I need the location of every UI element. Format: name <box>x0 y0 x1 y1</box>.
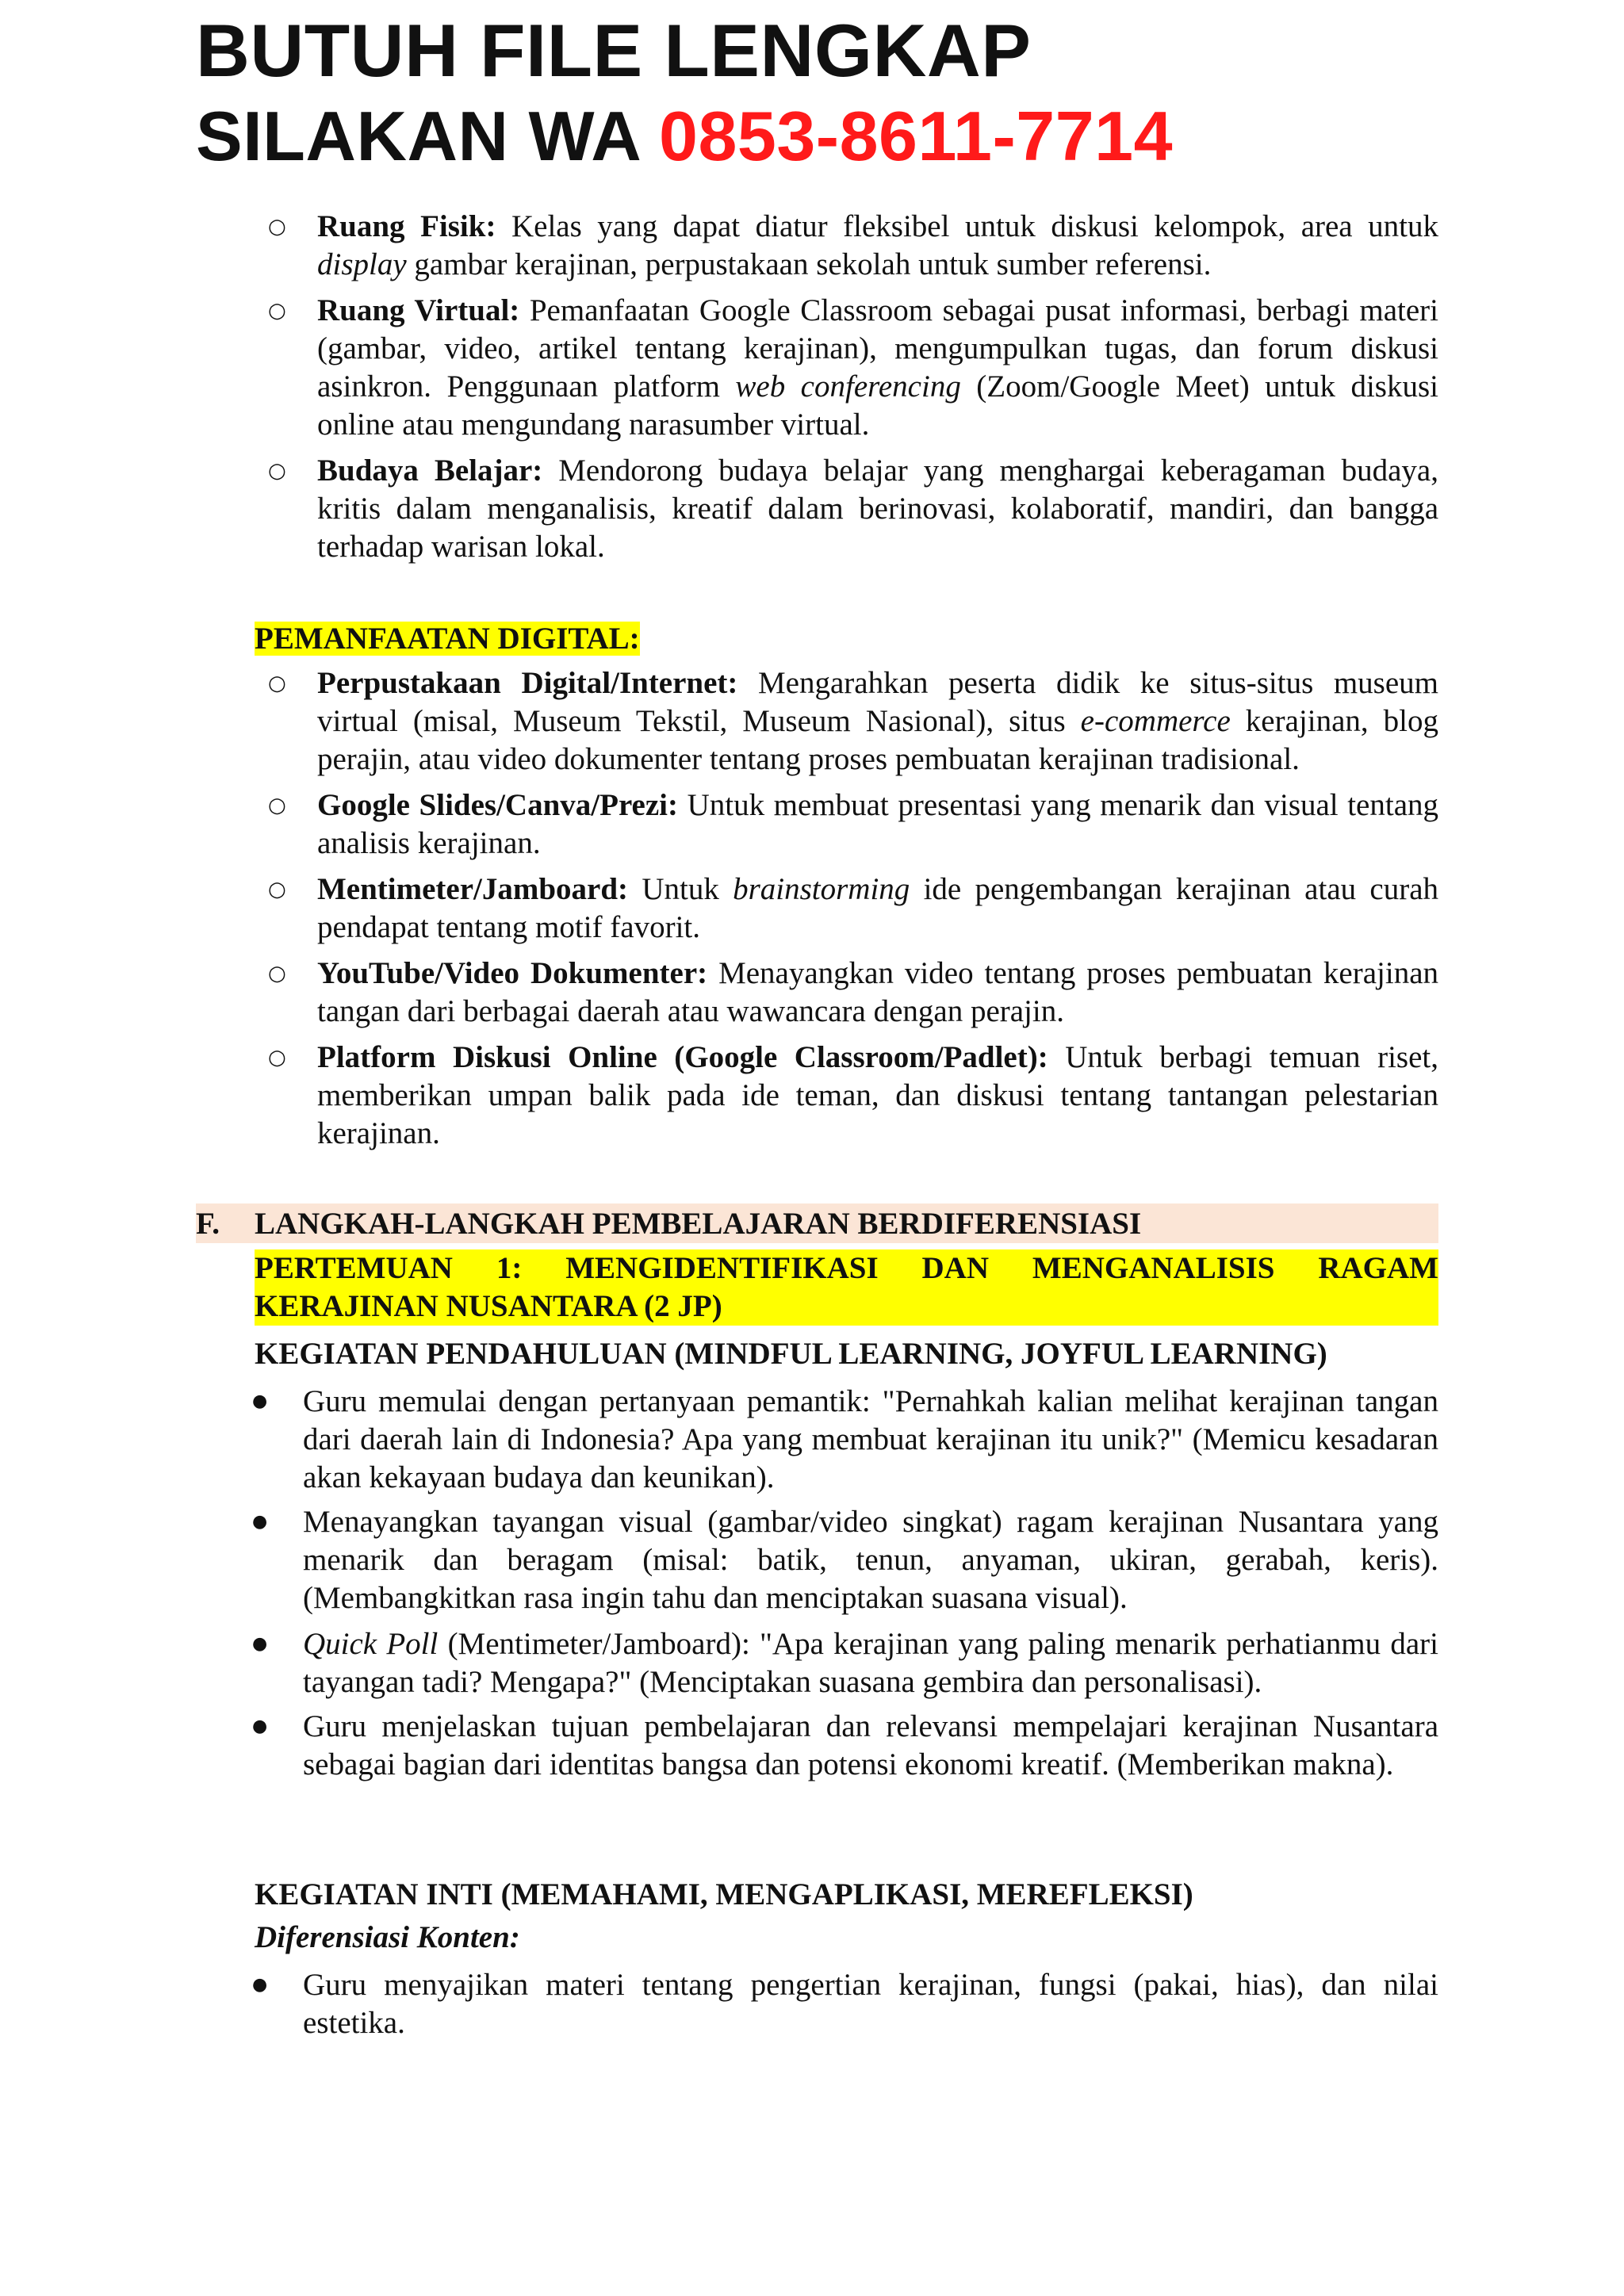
banner-prefix: SILAKAN WA <box>196 97 659 175</box>
list-item-ruang-fisik <box>317 208 1438 284</box>
list-item-youtube <box>317 955 1438 1031</box>
inti-heading: KEGIATAN INTI (MEMAHAMI, MENGAPLIKASI, MEREFLEKSI) <box>255 1877 1193 1911</box>
item-label: Perpustakaan Digital/Internet: <box>317 666 738 700</box>
item-label: Budaya Belajar: <box>317 453 543 488</box>
item-text: Menayangkan tayangan visual (gambar/video singkat) ragam kerajinan Nusantara yang menarik dan beragam (misal: batik, tenun, anyaman, ukiran, gerabah, keris). (Membangkitkan rasa ingin tahu dan menciptakan suasana visual). <box>303 1505 1438 1615</box>
hollow-bullet-icon: ○ <box>268 878 286 901</box>
hollow-bullet-icon: ○ <box>268 459 286 483</box>
digital-heading <box>255 620 640 658</box>
section-f-heading <box>196 1203 1438 1243</box>
item-text: Guru memulai dengan pertanyaan pemantik: "Pernahkah kalian melihat kerajinan tangan dari daerah lain di Indonesia? Apa yang membuat kerajinan itu unik?" (Memicu kesadaran akan kekayaan budaya dan keunikan). <box>303 1384 1438 1494</box>
item-label: Ruang Fisik: <box>317 209 496 243</box>
filled-bullet-icon: ● <box>252 1975 268 1995</box>
pendahuluan-heading: KEGIATAN PENDAHULUAN (MINDFUL LEARNING, JOYFUL LEARNING) <box>255 1337 1327 1371</box>
list-item-pendahuluan <box>303 1383 1438 1497</box>
list-item-mentimeter <box>317 871 1438 947</box>
list-item-google-slides <box>317 786 1438 863</box>
item-label: YouTube/Video Dokumenter: <box>317 956 708 990</box>
item-text: (Mentimeter/Jamboard): "Apa kerajinan yang paling menarik perhatianmu dari tayangan tadi? Mengapa?" (Menciptakan suasana gembira dan personalisasi). <box>303 1627 1438 1699</box>
banner-phone-number: 0853-8611-7714 <box>659 97 1174 175</box>
hollow-bullet-icon: ○ <box>268 794 286 817</box>
digital-heading-text: PEMANFAATAN DIGITAL: <box>255 622 640 656</box>
item-italic: brainstorming <box>733 872 910 906</box>
banner-line-2 <box>196 95 1173 178</box>
item-label: Mentimeter/Jamboard: <box>317 872 629 906</box>
item-label: Platform Diskusi Online (Google Classroom/Padlet): <box>317 1040 1048 1074</box>
item-italic: Quick Poll <box>303 1627 439 1661</box>
section-title: LANGKAH-LANGKAH PEMBELAJARAN BERDIFERENSIASI <box>255 1207 1142 1241</box>
section-letter: F. <box>196 1207 220 1241</box>
item-label: Google Slides/Canva/Prezi: <box>317 788 678 822</box>
item-text: Guru menyajikan materi tentang pengertian kerajinan, fungsi (pakai, hias), dan nilai estetika. <box>303 1968 1438 2040</box>
filled-bullet-icon: ● <box>252 1634 268 1654</box>
filled-bullet-icon: ● <box>252 1391 268 1411</box>
list-item-perpustakaan-digital <box>317 664 1438 779</box>
hollow-bullet-icon: ○ <box>268 215 286 239</box>
promo-banner <box>196 0 1173 178</box>
hollow-bullet-icon: ○ <box>268 299 286 323</box>
item-italic: e-commerce <box>1080 704 1231 738</box>
diferensiasi-konten-heading: Diferensiasi Konten: <box>255 1920 520 1954</box>
item-text: ide pengembangan kerajinan atau curah pendapat tentang motif favorit. <box>317 872 1439 944</box>
item-text: (Zoom/Google Meet) untuk diskusi online atau mengundang narasumber virtual. <box>317 369 1438 442</box>
list-item-pendahuluan <box>303 1625 1438 1701</box>
banner-line-1: BUTUH FILE LENGKAP <box>196 9 1032 92</box>
item-text: Untuk berbagi temuan riset, memberikan umpan balik pada ide teman, dan diskusi tentang tantangan pelestarian kerajinan. <box>317 1040 1438 1150</box>
list-item-konten <box>303 1966 1438 2042</box>
list-item-budaya-belajar <box>317 452 1438 566</box>
item-text: Pemanfaatan Google Classroom sebagai pusat informasi, berbagi materi (gambar, video, artikel tentang kerajinan), mengumpulkan tugas, dan forum diskusi asinkron. Penggunaan platform <box>317 293 1438 404</box>
filled-bullet-icon: ● <box>252 1512 268 1532</box>
hollow-bullet-icon: ○ <box>268 1046 286 1070</box>
list-item-pendahuluan <box>303 1503 1438 1617</box>
list-item-platform-diskusi <box>317 1039 1438 1153</box>
item-text: kerajinan, blog perajin, atau video dokumenter tentang proses pembuatan kerajinan tradisional. <box>317 704 1438 776</box>
item-text: Mendorong budaya belajar yang menghargai keberagaman budaya, kritis dalam menganalisis, kreatif dalam berinovasi, kolaboratif, mandiri, dan bangga terhadap warisan lokal. <box>317 453 1438 564</box>
item-text: Untuk <box>628 872 733 906</box>
filled-bullet-icon: ● <box>252 1716 268 1736</box>
item-text: Guru menjelaskan tujuan pembelajaran dan relevansi mempelajari kerajinan Nusantara sebagai bagian dari identitas bangsa dan potensi ekonomi kreatif. (Memberikan makna). <box>303 1709 1438 1781</box>
hollow-bullet-icon: ○ <box>268 962 286 985</box>
item-italic: web conferencing <box>735 369 961 404</box>
item-text: gambar kerajinan, perpustakaan sekolah untuk sumber referensi. <box>406 247 1212 281</box>
item-text: Kelas yang dapat diatur fleksibel untuk diskusi kelompok, area untuk <box>496 209 1438 243</box>
list-item-ruang-virtual <box>317 292 1438 444</box>
item-label: Ruang Virtual: <box>317 293 520 327</box>
item-text: Menayangkan video tentang proses pembuatan kerajinan tangan dari berbagai daerah atau wawancara dengan perajin. <box>317 956 1438 1028</box>
pertemuan-title: PERTEMUAN 1: MENGIDENTIFIKASI DAN MENGANALISIS RAGAM KERAJINAN NUSANTARA (2 JP) <box>255 1249 1438 1326</box>
hollow-bullet-icon: ○ <box>268 672 286 695</box>
item-italic: display <box>317 247 407 281</box>
item-text: Mengarahkan peserta didik ke situs-situs museum virtual (misal, Museum Tekstil, Museum Nasional), situs <box>317 666 1438 738</box>
item-text: Untuk membuat presentasi yang menarik dan visual tentang analisis kerajinan. <box>317 788 1439 860</box>
list-item-pendahuluan <box>303 1708 1438 1784</box>
